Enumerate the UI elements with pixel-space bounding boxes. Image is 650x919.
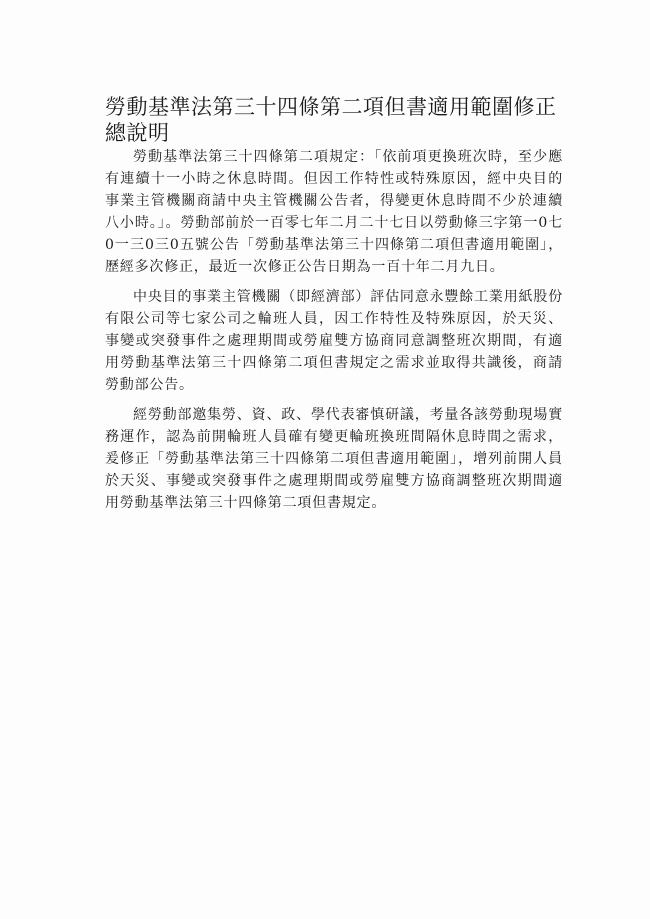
document-body bbox=[105, 146, 563, 522]
title-line-1: 勞動基準法第三十四條第二項但書適用範圍修正 bbox=[105, 95, 557, 119]
title-line-2: 總說明 bbox=[105, 121, 170, 145]
paragraph-1: 勞動基準法第三十四條第二項規定：「依前項更換班次時，至少應有連續十一小時之休息時間。但因工作特性或特殊原因，經中央目的事業主管機關商請中央主管機關公告者，得變更休息時間不少於連續八小時。」。勞動部前於一百零七年二月二十七日以勞動條三字第一0七0一三0三0五號公告「勞動基準法第三十四條第二項但書適用範圍」，歷經多次修正，最近一次修正公告日期為一百十年二月九日。 bbox=[105, 149, 563, 275]
paragraph-3: 經勞動部邀集勞、資、政、學代表審慎研議，考量各該勞動現場實務運作，認為前開輪班人員確有變更輪班換班間隔休息時間之需求，爰修正「勞動基準法第三十四條第二項但書適用範圍」，增列前開人員於天災、事變或突發事件之處理期間或勞雇雙方協商調整班次期間適用勞動基準法第三十四條第二項但書規定。 bbox=[105, 407, 563, 511]
document-title bbox=[105, 94, 565, 146]
paragraph-2: 中央目的事業主管機關（即經濟部）評估同意永豐餘工業用紙股份有限公司等七家公司之輪班人員，因工作特性及特殊原因，於天災、事變或突發事件之處理期間或勞雇雙方協商同意調整班次期間，有適用勞動基準法第三十四條第二項但書規定之需求並取得共識後，商請勞動部公告。 bbox=[105, 289, 563, 393]
